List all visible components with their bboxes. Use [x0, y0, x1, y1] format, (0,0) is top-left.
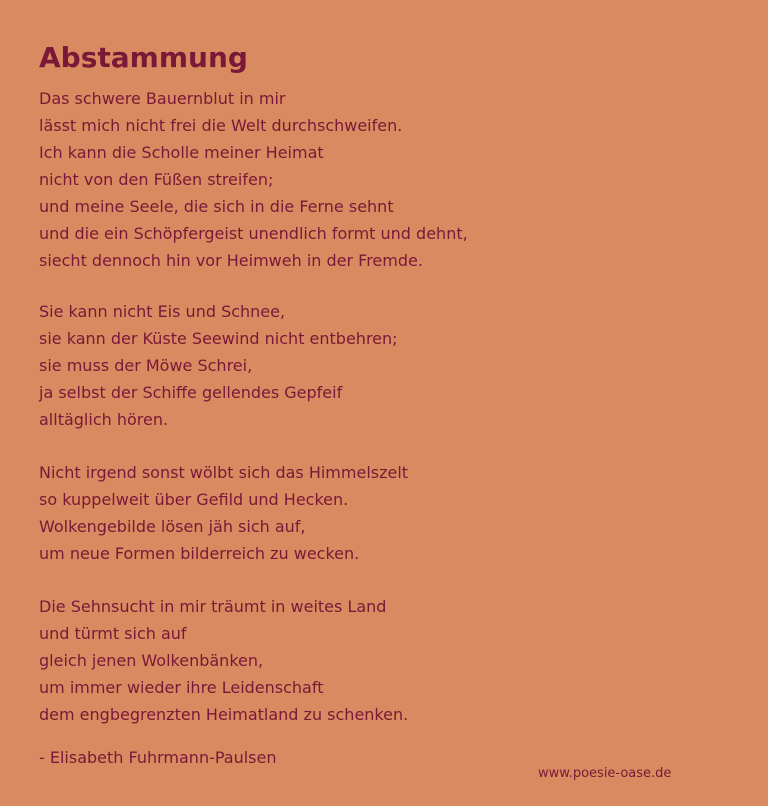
poem-line: siecht dennoch hin vor Heimweh in der Fremde.: [39, 251, 423, 270]
stanza-3: [39, 459, 408, 567]
stanza-2: [39, 298, 398, 433]
website-link[interactable]: www.poesie-oase.de: [538, 766, 672, 781]
poem-line: so kuppelweit über Gefild und Hecken.: [39, 490, 349, 509]
poem-title: Abstammung: [39, 41, 248, 74]
stanza-4: [39, 593, 408, 728]
poem-author: - Elisabeth Fuhrmann-Paulsen: [39, 748, 277, 767]
poem-line: lässt mich nicht frei die Welt durchschweifen.: [39, 116, 403, 135]
poem-line: und meine Seele, die sich in die Ferne sehnt: [39, 197, 394, 216]
poem-line: ja selbst der Schiffe gellendes Gepfeif: [39, 383, 343, 402]
poem-line: Die Sehnsucht in mir träumt in weites Land: [39, 597, 387, 616]
stanza-1: [39, 85, 468, 274]
poem-line: sie muss der Möwe Schrei,: [39, 356, 253, 375]
poem-line: Das schwere Bauernblut in mir: [39, 89, 286, 108]
poem-line: Wolkengebilde lösen jäh sich auf,: [39, 517, 306, 536]
poem-line: sie kann der Küste Seewind nicht entbehren;: [39, 329, 398, 348]
poem-line: und die ein Schöpfergeist unendlich formt und dehnt,: [39, 224, 468, 243]
poem-line: Sie kann nicht Eis und Schnee,: [39, 302, 286, 321]
poem-line: um immer wieder ihre Leidenschaft: [39, 678, 324, 697]
poem-line: Ich kann die Scholle meiner Heimat: [39, 143, 324, 162]
poem-line: Nicht irgend sonst wölbt sich das Himmelszelt: [39, 463, 409, 482]
poem-line: dem engbegrenzten Heimatland zu schenken.: [39, 705, 409, 724]
poem-line: alltäglich hören.: [39, 410, 169, 429]
poem-line: gleich jenen Wolkenbänken,: [39, 651, 264, 670]
poem-line: nicht von den Füßen streifen;: [39, 170, 274, 189]
poem-line: und türmt sich auf: [39, 624, 187, 643]
poem-line: um neue Formen bilderreich zu wecken.: [39, 544, 360, 563]
